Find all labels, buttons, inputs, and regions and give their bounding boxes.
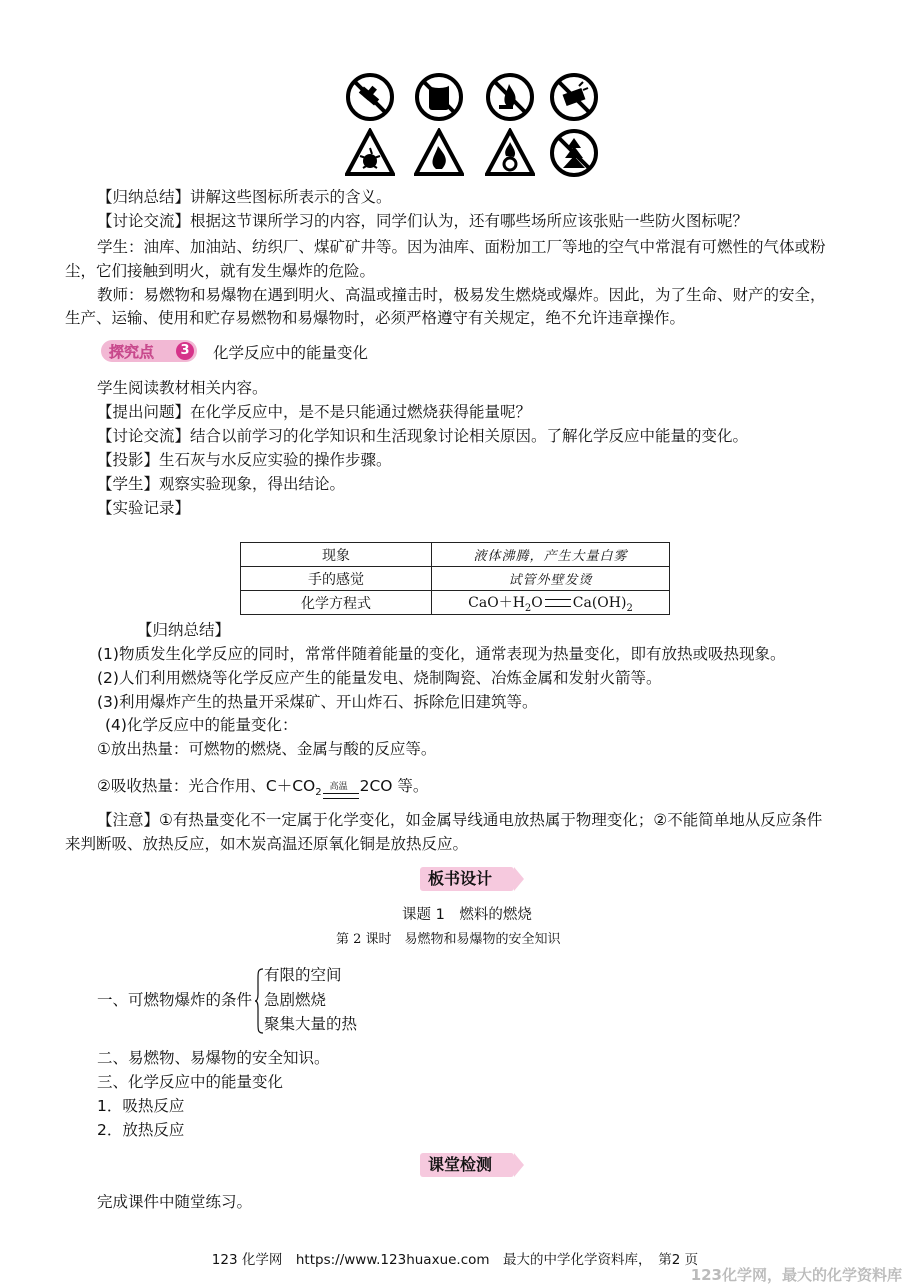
- no-fireworks-icon: [345, 72, 395, 122]
- summary2-title: 【归纳总结】: [137, 621, 231, 639]
- student-observe-line: 【学生】观察实验现象，得出结论。: [97, 475, 346, 493]
- teacher-line2: 生产、运输、使用和贮存易燃物和易爆物时，必须严格遵守有关规定，绝不允许违章操作。: [65, 309, 686, 327]
- note-line1: 【注意】①有热量变化不一定属于化学变化，如金属导线通电放热属于物理变化；②不能简单地从反应条件: [97, 811, 823, 829]
- board-topic: 课题 1 燃料的燃烧: [402, 907, 532, 923]
- projection-line: 【投影】生石灰与水反应实验的操作步骤。: [97, 451, 392, 469]
- oxidizer-warning-icon: [485, 128, 535, 178]
- absorb-heat-line: [97, 776, 428, 803]
- brace: [254, 968, 264, 1034]
- page-footer: 123 化学网 https://www.123huaxue.com 最大的中学化学资料库， 第2 页: [211, 1252, 699, 1268]
- absorb-prefix: ②吸收热量：光合作用、C＋CO: [97, 777, 316, 795]
- student-answer-line2: 尘，它们接触到明火，就有发生爆炸的危险。: [65, 262, 376, 280]
- equation-mid: O: [531, 594, 543, 611]
- explore-title: 化学反应中的能量变化: [213, 344, 369, 362]
- equation-sub: 2: [524, 602, 532, 614]
- no-smoking-icon: [414, 72, 464, 122]
- condition-item: 有限的空间: [264, 966, 342, 984]
- equation-sub: 2: [626, 602, 633, 614]
- board-sub1: 1．吸热反应: [97, 1097, 185, 1115]
- board-item1: 一、可燃物爆炸的条件: [97, 991, 253, 1009]
- table-row: [241, 567, 670, 591]
- summary-item-4: (4)化学反应中的能量变化：: [105, 716, 298, 734]
- board-design-banner: 板书设计: [420, 867, 514, 891]
- no-open-flame-icon: [485, 72, 535, 122]
- summary-line: [97, 187, 392, 207]
- board-lesson: 第 2 课时 易燃物和易爆物的安全知识: [336, 932, 561, 947]
- equation-cell: [432, 591, 670, 615]
- equation-left: CaO＋H: [468, 594, 525, 611]
- absorb-sub: 2: [315, 787, 322, 799]
- record-heading: 【实验记录】: [97, 499, 191, 517]
- reaction-arrow: [322, 783, 360, 803]
- absorb-suffix: 2CO 等。: [359, 777, 429, 795]
- summary-item-3: (3)利用爆炸产生的热量开采煤矿、开山炸石、拆除危旧建筑等。: [97, 693, 538, 711]
- explore-badge-label: 探究点: [109, 343, 155, 361]
- table-label-cell: 现象: [241, 543, 432, 567]
- teacher-line1: 教师：易燃物和易爆物在遇到明火、高温或撞击时，极易发生燃烧或爆炸。因此，为了生命、财产的安全，: [97, 286, 826, 304]
- note-line2: 来判断吸、放热反应，如木炭高温还原氧化铜是放热反应。: [65, 835, 469, 853]
- explore-badge: [101, 340, 197, 362]
- table-row: [241, 591, 670, 615]
- student-answer-line1: 学生：油库、加油站、纺织厂、煤矿矿井等。因为油库、面粉加工厂等地的空气中常混有可燃性的气体或粉: [97, 238, 826, 256]
- table-row: [241, 543, 670, 567]
- equation-equals-sign: [545, 599, 571, 607]
- summary-text: 讲解这些图标所表示的含义。: [190, 188, 392, 206]
- no-flammable-storage-icon: [549, 128, 599, 178]
- board-item3: 三、化学反应中的能量变化: [97, 1073, 284, 1091]
- summary-item-2: (2)人们利用燃烧等化学反应产生的能量发电、烧制陶瓷、冶炼金属和发射火箭等。: [97, 669, 662, 687]
- summary-item-1: (1)物质发生化学反应的同时，常常伴随着能量的变化，通常表现为热量变化，即有放热或吸热现象。: [97, 645, 786, 663]
- discuss-line: [97, 211, 748, 231]
- summary-tag: 【归纳总结】: [97, 188, 191, 206]
- condition-item: 急剧燃烧: [264, 991, 327, 1009]
- flammable-warning-icon: [414, 128, 464, 178]
- board-item2: 二、易燃物、易爆物的安全知识。: [97, 1049, 330, 1067]
- explore-discuss-line: 【讨论交流】结合以前学习的化学知识和生活现象讨论相关原因。了解化学反应中能量的变化。: [97, 427, 749, 445]
- board-sub2: 2．放热反应: [97, 1121, 185, 1139]
- read-line: 学生阅读教材相关内容。: [97, 379, 268, 397]
- no-firecracker-icon: [549, 72, 599, 122]
- classroom-check-banner: 课堂检测: [420, 1153, 514, 1177]
- table-label-cell: 化学方程式: [241, 591, 432, 615]
- explore-badge-number: 3: [176, 342, 194, 360]
- discuss-tag: 【讨论交流】: [97, 212, 191, 230]
- table-label-cell: 手的感觉: [241, 567, 432, 591]
- table-value-cell: 液体沸腾，产生大量白雾: [432, 543, 670, 567]
- condition-item: 聚集大量的热: [264, 1015, 358, 1033]
- reaction-condition: 高温: [329, 782, 348, 793]
- equation-right: Ca(OH): [572, 594, 627, 611]
- watermark: 123化学网，最大的化学资料库: [690, 1266, 902, 1284]
- explosive-warning-icon: [345, 128, 395, 178]
- release-heat-line: ①放出热量：可燃物的燃烧、金属与酸的反应等。: [97, 740, 437, 758]
- table-value-cell: 试管外壁发烫: [432, 567, 670, 591]
- experiment-record-table: [240, 542, 670, 615]
- question-line: 【提出问题】在化学反应中，是不是只能通过燃烧获得能量呢？: [97, 403, 532, 421]
- check-text: 完成课件中随堂练习。: [97, 1193, 253, 1211]
- discuss-text: 根据这节课所学习的内容，同学们认为，还有哪些场所应该张贴一些防火图标呢？: [190, 212, 749, 230]
